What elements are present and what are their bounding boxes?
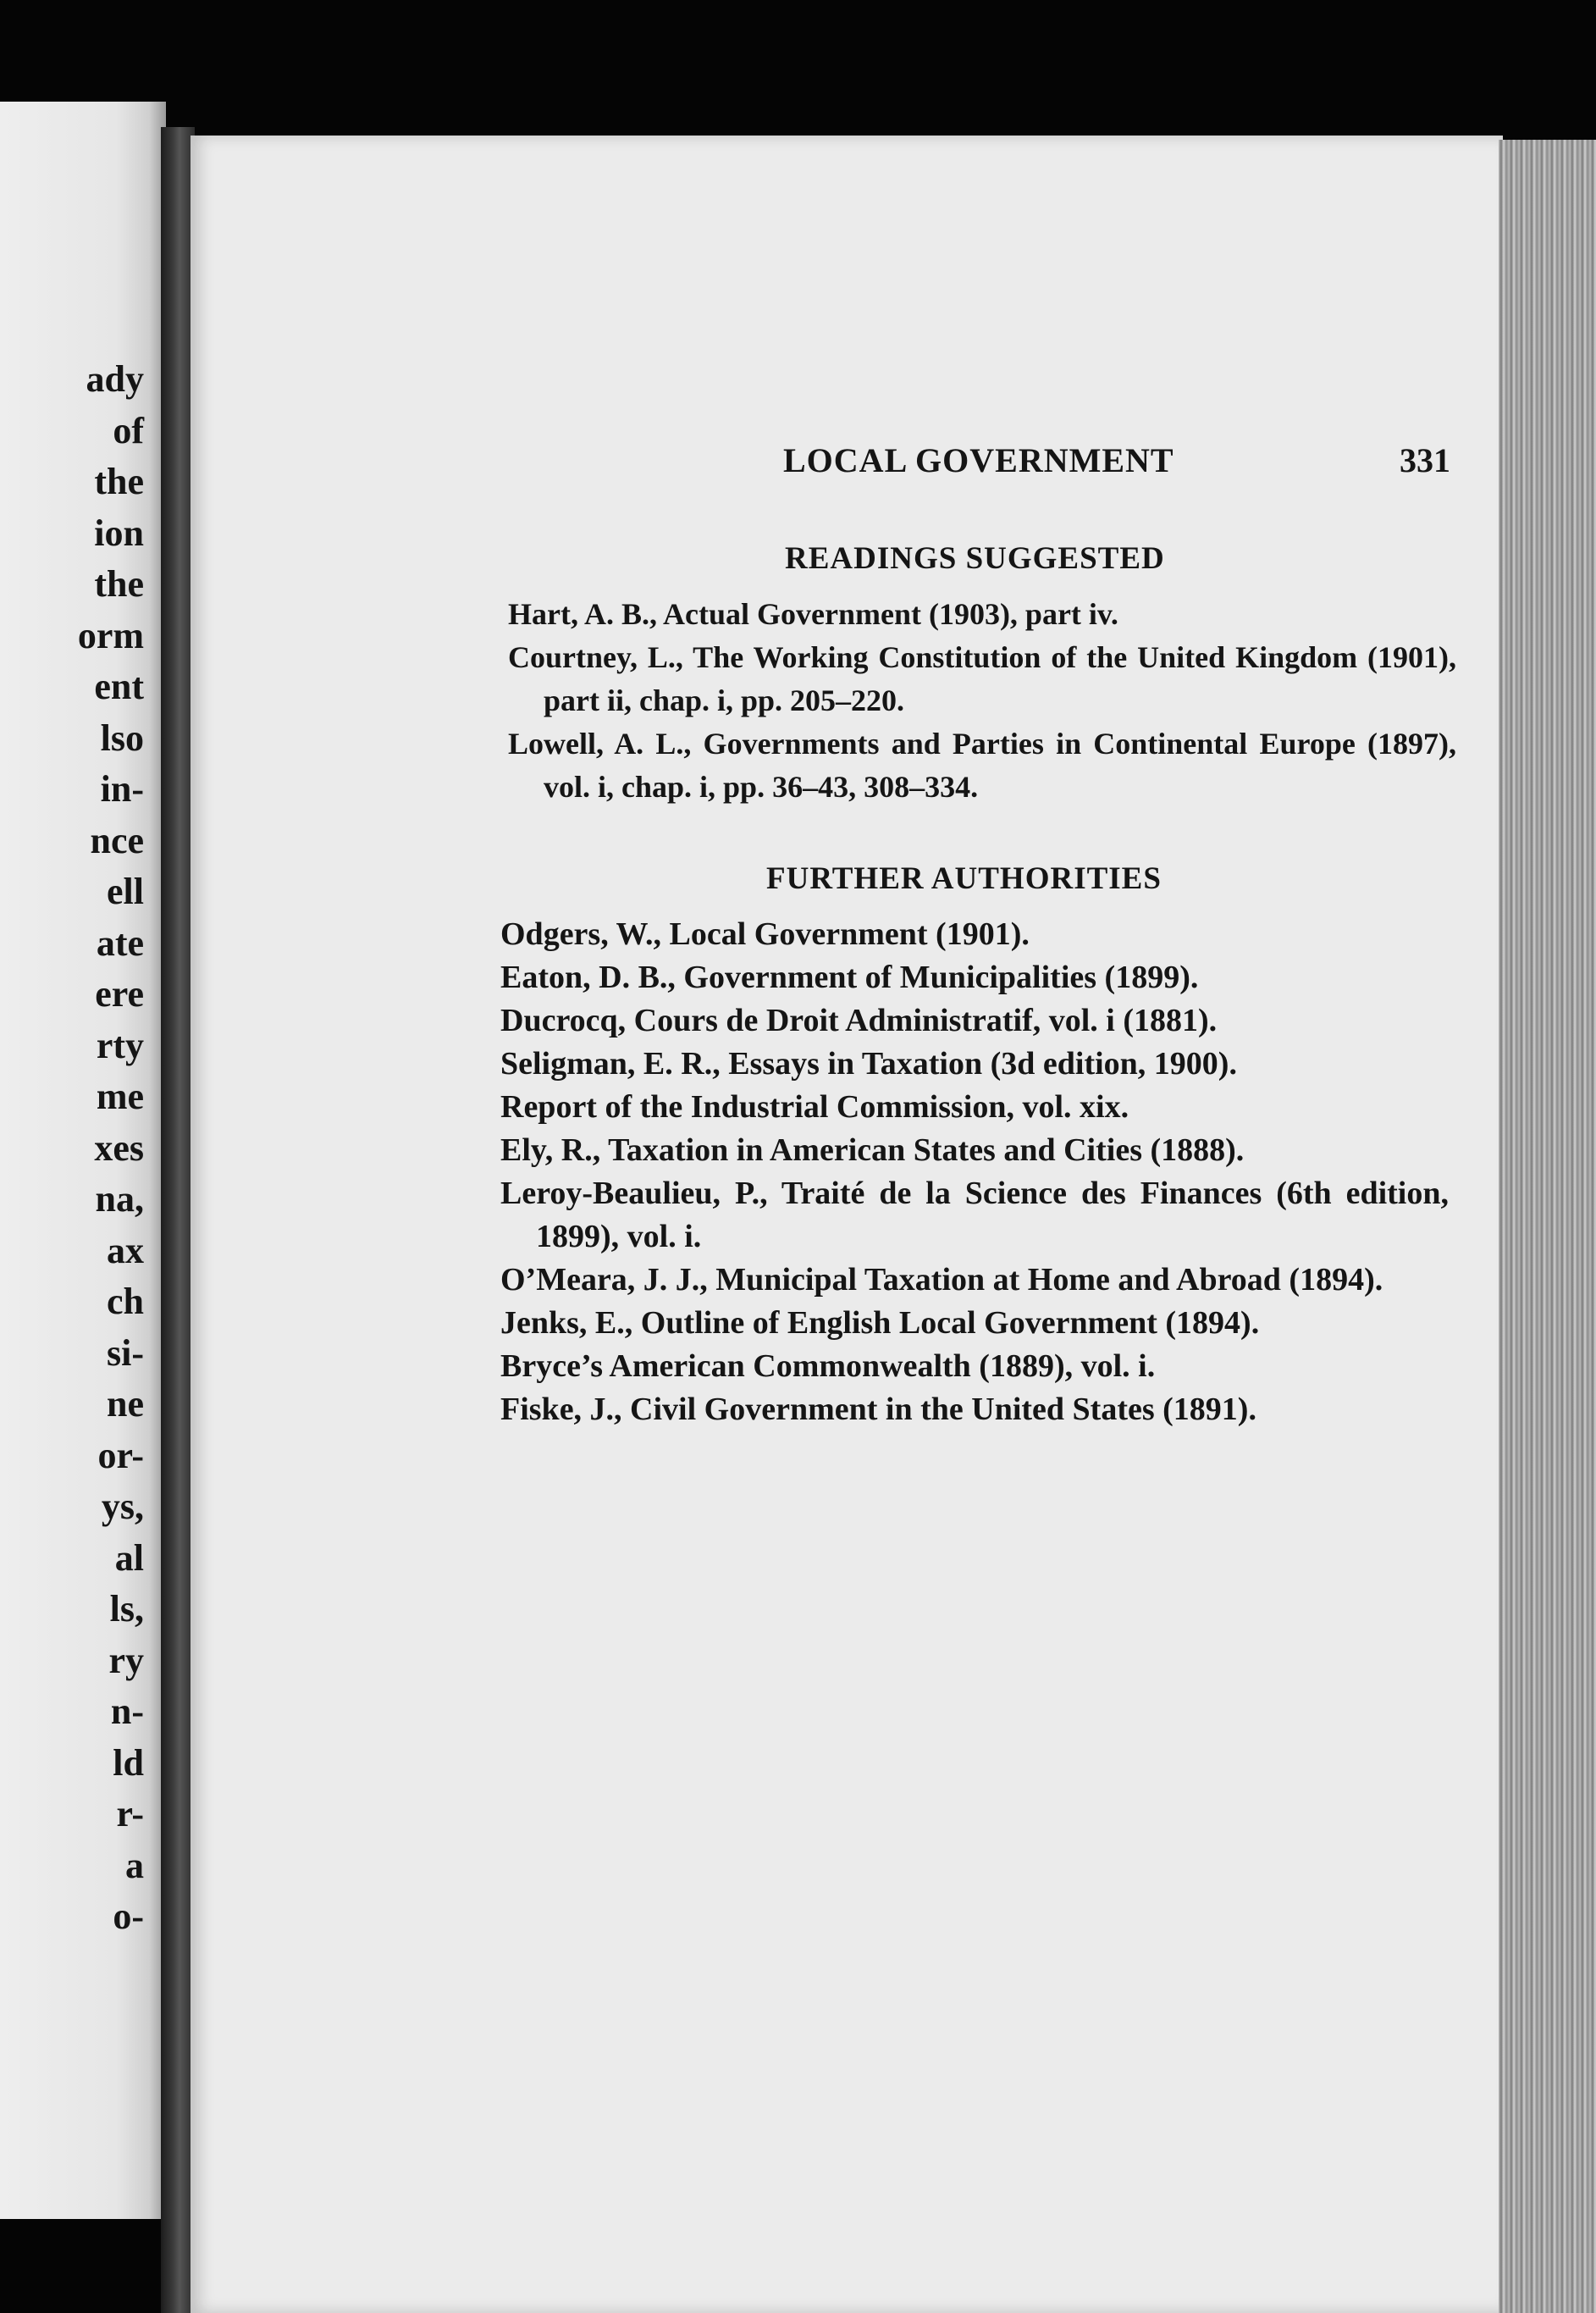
facing-page-line-fragment: in- bbox=[100, 768, 144, 810]
facing-page-line-fragment: ld bbox=[113, 1741, 144, 1784]
page-number: 331 bbox=[1400, 441, 1450, 479]
bibliography-entry: Ely, R., Taxation in American States and Cities (1888). bbox=[500, 1132, 1245, 1168]
bibliography-entry: Eaton, D. B., Government of Municipalities (1899). bbox=[500, 960, 1199, 995]
book-page bbox=[191, 136, 1503, 2313]
bibliography-entry: Seligman, E. R., Essays in Taxation (3d edition, 1900). bbox=[500, 1046, 1237, 1082]
facing-page-line-fragment: ls, bbox=[109, 1588, 144, 1630]
facing-page-line-fragment: the bbox=[94, 461, 144, 502]
bibliography-entry: Courtney, L., The Working Constitution of the United Kingdom (1901), part ii, chap. i, pp. 205–220. bbox=[508, 640, 1456, 717]
facing-page-line-fragment: nce bbox=[90, 819, 144, 861]
bibliography-entry: Hart, A. B., Actual Government (1903), part iv. bbox=[508, 597, 1118, 631]
facing-page-line-fragment: o- bbox=[113, 1895, 144, 1937]
bibliography-entry: Bryce’s American Commonwealth (1889), vol. i. bbox=[500, 1348, 1156, 1384]
readings-suggested-heading: READINGS SUGGESTED bbox=[785, 541, 1165, 576]
running-head-title: LOCAL GOVERNMENT bbox=[783, 441, 1174, 479]
bibliography-entry: Report of the Industrial Commission, vol. xix. bbox=[500, 1089, 1129, 1125]
facing-page-line-fragment: si- bbox=[107, 1331, 144, 1374]
facing-page-line-fragment: of bbox=[113, 409, 144, 451]
bibliography-entry: Lowell, A. L., Governments and Parties in Continental Europe (1897), vol. i, chap. i, pp. 36–43, 308–334. bbox=[508, 727, 1456, 804]
facing-page-line-fragment: the bbox=[94, 563, 144, 605]
facing-page-line-fragment: xes bbox=[94, 1126, 144, 1169]
facing-page-line-fragment: r- bbox=[116, 1793, 144, 1834]
facing-page-line-fragment: ys, bbox=[101, 1486, 144, 1527]
facing-page-line-fragment: me bbox=[96, 1076, 144, 1117]
facing-page-line-fragment: ere bbox=[95, 973, 144, 1015]
bibliography-entry: O’Meara, J. J., Municipal Taxation at Home and Abroad (1894). bbox=[500, 1262, 1383, 1298]
facing-page-line-fragment: lso bbox=[100, 717, 144, 759]
further-authorities-list bbox=[500, 913, 1449, 1431]
further-authorities-heading: FURTHER AUTHORITIES bbox=[766, 861, 1162, 896]
facing-page-line-fragment: ate bbox=[96, 921, 144, 964]
bibliography-entry: Ducrocq, Cours de Droit Administratif, vol. i (1881). bbox=[500, 1003, 1218, 1038]
bibliography-entry: Jenks, E., Outline of English Local Government (1894). bbox=[500, 1305, 1260, 1341]
bibliography-entry: Odgers, W., Local Government (1901). bbox=[500, 916, 1030, 952]
readings-suggested-list bbox=[508, 593, 1456, 809]
facing-page-line-fragment: rty bbox=[96, 1024, 144, 1066]
bibliography-entry: Leroy-Beaulieu, P., Traité de la Science des Finances (6th edition, 1899), vol. i. bbox=[500, 1176, 1449, 1254]
facing-page-line-fragment: ady bbox=[86, 358, 144, 400]
facing-page-line-fragment: na, bbox=[95, 1178, 144, 1220]
book-binding-gutter bbox=[161, 127, 195, 2313]
facing-page-left bbox=[0, 102, 166, 2219]
facing-page-line-fragment: a bbox=[125, 1844, 144, 1886]
facing-page-line-fragment: ch bbox=[107, 1281, 144, 1322]
facing-page-line-fragment: al bbox=[114, 1536, 144, 1579]
facing-page-line-fragment: or- bbox=[97, 1434, 144, 1476]
facing-page-line-fragment: ell bbox=[107, 871, 144, 912]
facing-page-line-fragment: ax bbox=[107, 1229, 144, 1271]
facing-page-line-fragment: ent bbox=[94, 666, 144, 707]
bibliography-entry: Fiske, J., Civil Government in the United States (1891). bbox=[500, 1392, 1256, 1427]
facing-page-line-fragment: n- bbox=[110, 1690, 144, 1732]
facing-page-line-fragment: orm bbox=[77, 614, 144, 656]
facing-page-line-fragment: ne bbox=[107, 1383, 144, 1425]
facing-page-text-fragments bbox=[78, 354, 144, 1943]
page-stack-fore-edge bbox=[1499, 140, 1596, 2313]
facing-page-line-fragment: ion bbox=[94, 512, 144, 554]
facing-page-line-fragment: ry bbox=[108, 1639, 144, 1681]
